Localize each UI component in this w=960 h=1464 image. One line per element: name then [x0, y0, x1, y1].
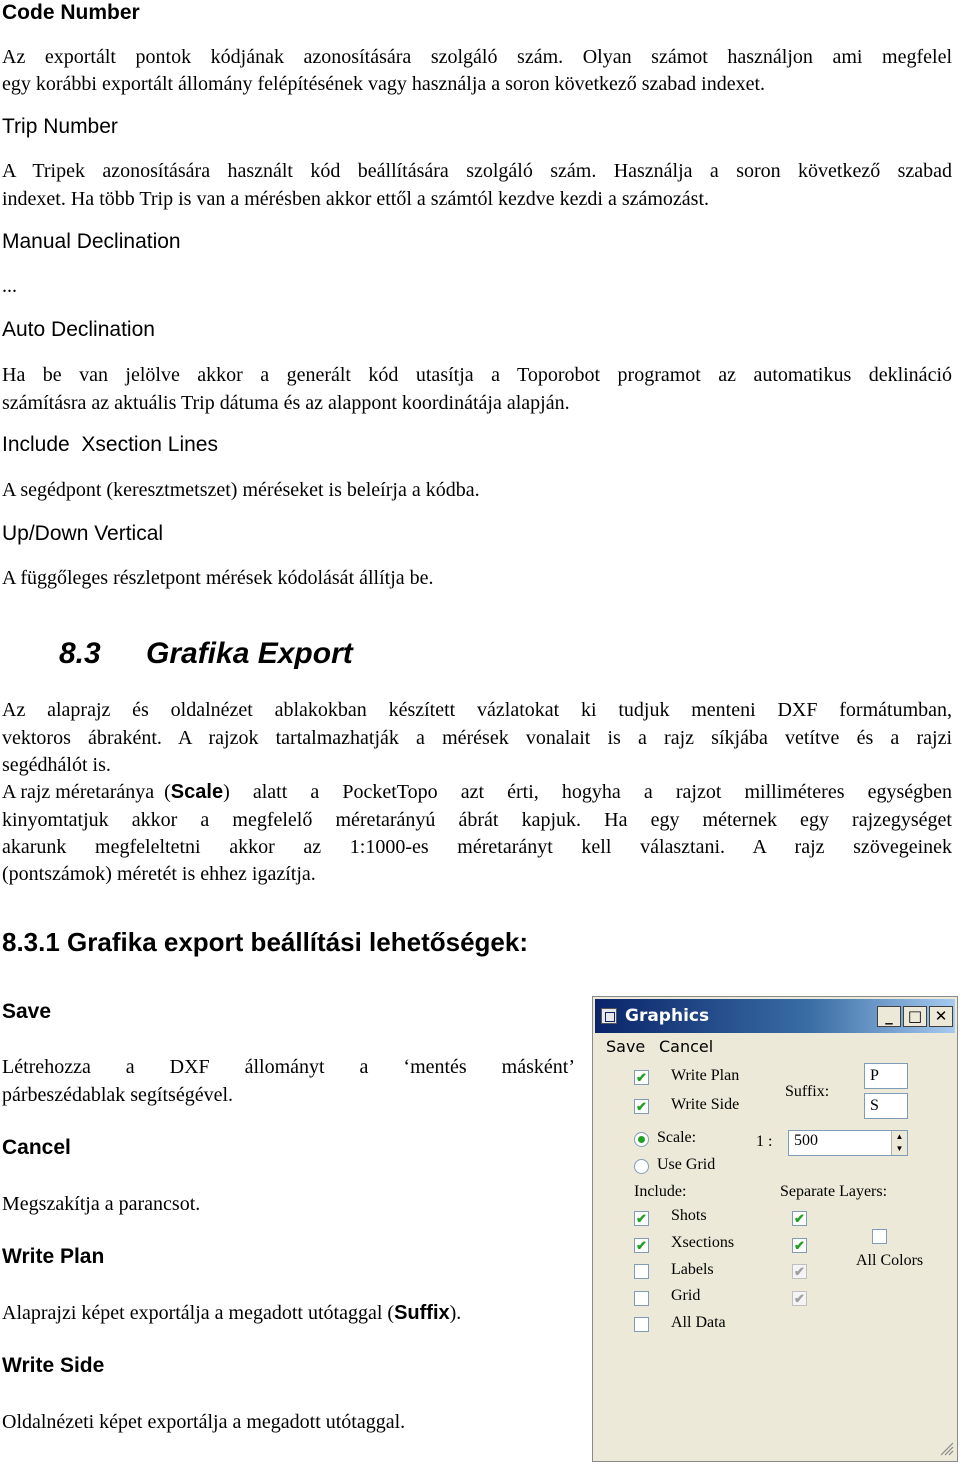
grafika-para2-line3: akarunk megfeleltetni akkor az 1:1000-es méretarányt kell választani. A rajz szövegeinek [2, 836, 952, 858]
suffix-side-input[interactable]: S [864, 1093, 908, 1119]
cancel-text: Megszakítja a parancsot. [2, 1193, 201, 1215]
layer-shots-checkbox[interactable]: ✔ [792, 1211, 807, 1226]
suffix-plan-input[interactable]: P [864, 1063, 908, 1089]
grafika-para1-line3: segédhálót is. [2, 754, 111, 776]
use-grid-label: Use Grid [657, 1156, 716, 1173]
layer-xsections-checkbox[interactable]: ✔ [792, 1238, 807, 1253]
heading-auto-declination: Auto Declination [2, 318, 155, 341]
grafika-para2-line1 [2, 779, 952, 806]
menu-cancel[interactable]: Cancel [659, 1037, 714, 1056]
trip-number-line1: A Tripek azonosítására használt kód beállítására szolgáló szám. Használja a soron következő szabad [2, 160, 952, 182]
grafika-para2-line2: kinyomtatjuk akkor a megfelelő méretarányú ábrát kapjuk. Ha egy méternek egy rajzegységet [2, 809, 952, 831]
save-line2: párbeszédablak segítségével. [2, 1084, 234, 1106]
include-all-data-checkbox[interactable] [634, 1317, 649, 1332]
dialog-title: Graphics [625, 1006, 710, 1026]
all-colors-label: All Colors [856, 1252, 924, 1269]
include-xsections-label: Xsections [671, 1234, 735, 1251]
heading-updown-vertical: Up/Down Vertical [2, 522, 164, 545]
write-side-label: Write Side [671, 1096, 740, 1113]
include-xsections-checkbox[interactable]: ✔ [634, 1238, 649, 1253]
use-grid-radio[interactable] [634, 1159, 649, 1174]
include-grid-label: Grid [671, 1287, 701, 1304]
grafika-para2-line4: (pontszámok) méretét is ehhez igazítja. [2, 863, 316, 885]
heading-write-plan: Write Plan [2, 1245, 105, 1268]
grafika-para1-line2: vektoros ábraként. A rajzok tartalmazhatják a mérések vonalait is a rajz síkjába vetítve és a rajzi [2, 727, 952, 749]
include-shots-label: Shots [671, 1207, 707, 1224]
scale-spinner[interactable] [788, 1130, 908, 1156]
heading-manual-declination: Manual Declination [2, 230, 181, 253]
include-xsection-text: A segédpont (keresztmetszet) méréseket is beleírja a kódba. [2, 479, 480, 501]
save-line1: Létrehozza a DXF állományt a ‘mentés másként’ [2, 1056, 575, 1078]
include-grid-checkbox[interactable] [634, 1291, 649, 1306]
grafika-para1-line1: Az alaprajz és oldalnézet ablakokban készített vázlatokat ki tudjuk menteni DXF formátumban, [2, 699, 952, 721]
include-labels-checkbox[interactable] [634, 1264, 649, 1279]
scale-prefix: 1 : [756, 1133, 773, 1150]
suffix-label: Suffix: [785, 1083, 830, 1100]
code-number-line2: egy korábbi exportált állomány felépítésének vagy használja a soron következő szabad indexet. [2, 73, 766, 95]
scale-label: Scale: [657, 1129, 697, 1146]
auto-declination-line1: Ha be van jelölve akkor a generált kód utasítja a Toporobot programot az automatikus deklináció [2, 364, 952, 386]
scale-text-post: ) alatt a PocketTopo azt érti, hogyha a rajzot milliméteres egységben [223, 781, 952, 803]
updown-vertical-text: A függőleges részletpont mérések kódolását állítja be. [2, 567, 434, 589]
write-plan-text-bold: Suffix [394, 1302, 450, 1324]
maximize-button[interactable]: □ [903, 1006, 927, 1027]
write-plan-label: Write Plan [671, 1067, 740, 1084]
manual-declination-text: ... [2, 275, 17, 297]
heading-code-number: Code Number [2, 1, 140, 24]
heading-write-side: Write Side [2, 1354, 105, 1377]
menu-save[interactable]: Save [606, 1037, 646, 1056]
write-side-text: Oldalnézeti képet exportálja a megadott utótaggal. [2, 1411, 406, 1433]
section-title-8-3: Grafika Export [146, 637, 353, 670]
write-side-checkbox[interactable]: ✔ [634, 1099, 649, 1114]
minimize-button[interactable]: _ [877, 1006, 901, 1027]
section-title-8-3-1: 8.3.1 Grafika export beállítási lehetőségek: [2, 927, 529, 957]
layer-grid-checkbox: ✔ [792, 1291, 807, 1306]
spinner-arrows-icon[interactable]: ▲ ▼ [891, 1131, 907, 1155]
auto-declination-line2: számításra az aktuális Trip dátuma és az alappont koordinátája alapján. [2, 392, 570, 414]
write-plan-text [2, 1300, 461, 1327]
include-shots-checkbox[interactable]: ✔ [634, 1211, 649, 1226]
scale-value: 500 [794, 1132, 818, 1149]
close-button[interactable]: ✕ [929, 1006, 953, 1027]
all-colors-checkbox[interactable] [872, 1229, 887, 1244]
resize-grip-icon[interactable] [938, 1440, 954, 1456]
dialog-titlebar[interactable] [595, 999, 955, 1033]
write-plan-text-post: ). [449, 1302, 462, 1324]
trip-number-line2: indexet. Ha több Trip is van a mérésben akkor ettől a számtól kezdve kezdi a számozást. [2, 188, 710, 210]
include-labels-label: Labels [671, 1261, 714, 1278]
include-all-data-label: All Data [671, 1314, 726, 1331]
code-number-line1: Az exportált pontok kódjának azonosítására szolgáló szám. Olyan számot használjon ami megfelel [2, 46, 952, 68]
write-plan-checkbox[interactable]: ✔ [634, 1070, 649, 1085]
scale-radio[interactable] [634, 1132, 649, 1147]
include-label: Include: [634, 1183, 687, 1200]
layer-labels-checkbox: ✔ [792, 1264, 807, 1279]
separate-layers-label: Separate Layers: [780, 1183, 888, 1200]
write-plan-text-pre: Alaprajzi képet exportálja a megadott utótaggal ( [2, 1302, 395, 1324]
heading-save: Save [2, 1000, 52, 1023]
scale-text-bold: Scale [170, 781, 224, 803]
scale-text-pre: A rajz méretaránya ( [2, 781, 171, 803]
section-number-8-3: 8.3 [59, 637, 101, 670]
heading-include-xsection: Include Xsection Lines [2, 433, 218, 456]
heading-trip-number: Trip Number [2, 115, 118, 138]
window-icon [601, 1008, 617, 1024]
heading-cancel: Cancel [2, 1136, 71, 1159]
